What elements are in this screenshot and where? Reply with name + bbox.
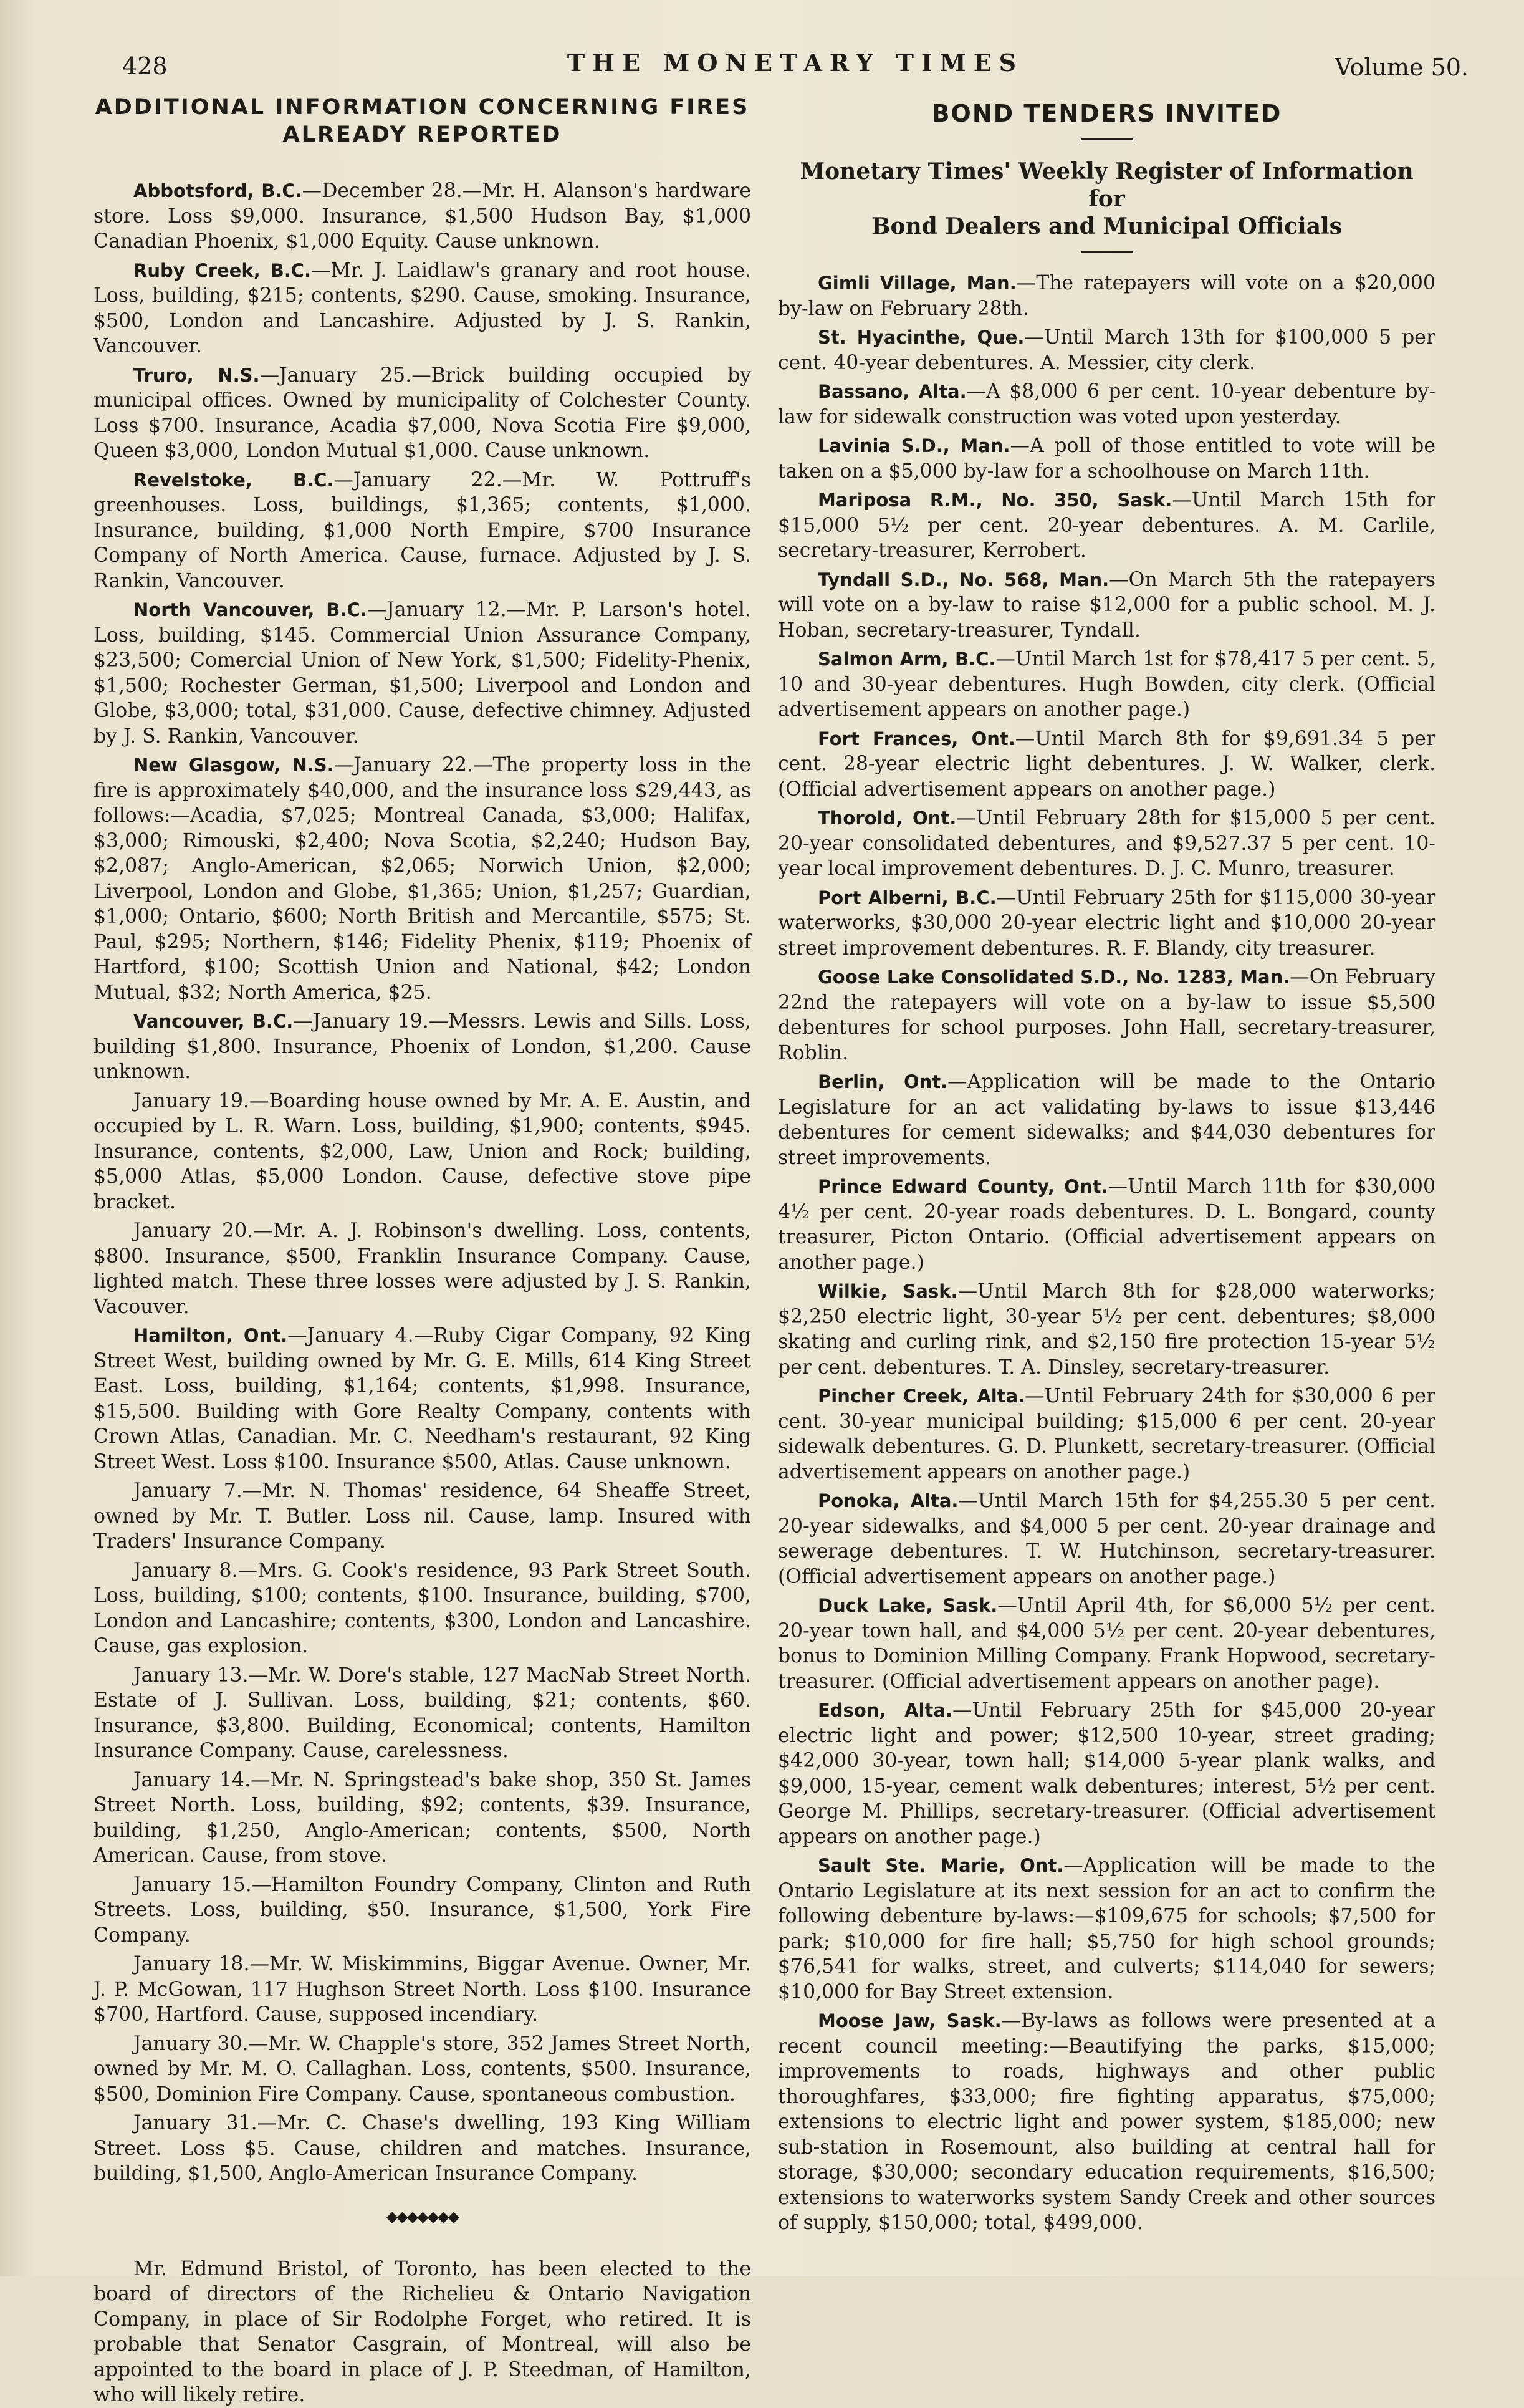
entry-text: —Until March 11th for $30,000 4½ per cent. 20-year roads debentures. D. L. Bongard, county treasurer, Picton Ontario. (Official advertisement appears on another page.) xyxy=(778,1175,1435,1274)
entry-text: January 14.—Mr. N. Springstead's bake shop, 350 St. James Street North. Loss, building, $92; contents, $39. Insurance, building, $1,250, Anglo-American; contents, $500, North American. Cause, from stove. xyxy=(93,1768,751,1867)
bond-tender-entry xyxy=(778,1384,1435,1485)
fire-report-entry xyxy=(93,468,751,594)
bond-tender-entry xyxy=(778,1593,1435,1694)
bond-tenders-heading: BOND TENDERS INVITED xyxy=(931,100,1282,127)
entry-text: —Until February 28th for $15,000 5 per cent. 20-year consolidated debentures, and $9,527.37 5 per cent. 10-year local improvement debentures. D. J. C. Munro, treasurer. xyxy=(778,807,1435,880)
place-name: Sault Ste. Marie, Ont. xyxy=(818,1855,1064,1876)
fire-report-entry xyxy=(93,597,751,749)
entry-text: —Until March 8th for $9,691.34 5 per cent. 28-year electric light debentures. J. W. Walker, clerk. (Official advertisement appears on another page.) xyxy=(778,727,1435,801)
place-name: St. Hyacinthe, Que. xyxy=(818,327,1025,348)
bond-tender-entry xyxy=(778,325,1435,375)
entry-text: —January 19.—Messrs. Lewis and Sills. Loss, building $1,800. Insurance, Phoenix of London, $1,200. Cause unknown. xyxy=(93,1010,751,1083)
place-name: Salmon Arm, B.C. xyxy=(818,648,996,670)
bristol-note: Mr. Edmund Bristol, of Toronto, has been elected to the board of directors of the Richelieu & Ontario Navigation Company, in place of Sir Rodolphe Forget, who retired. It is probable that Senator Casgrain, of Montreal, will also be appointed to the board in place of J. P. Steedman, of Hamilton, who will likely retire. xyxy=(93,2257,751,2406)
bond-tender-entry xyxy=(778,488,1435,564)
bond-tender-entry xyxy=(778,1488,1435,1589)
bond-tender-entry xyxy=(778,271,1435,321)
bond-tender-entry xyxy=(778,2008,1435,2236)
bond-tender-entry xyxy=(778,379,1435,430)
entry-text: —January 22.—The property loss in the fire is approximately $40,000, and the insurance loss $29,443, as follows:—Acadia, $7,025; Montreal Canada, $3,000; Halifax, $3,000; Rimouski, $2,400; Nova Scotia, $2,240; Hudson Bay, $2,087; Anglo-American, $2,065; Norwich Union, $2,000; Liverpool, London and Globe, $1,365; Union, $1,257; Guardian, $1,000; Ontario, $600; North British and Mercantile, $575; St. Paul, $295; Northern, $146; Fidelity Phenix, $119; Phoenix of Hartford, $100; Scottish Union and National, $42; London Mutual, $32; North America, $25. xyxy=(93,754,751,1004)
entry-text: January 18.—Mr. W. Miskimmins, Biggar Avenue. Owner, Mr. J. P. McGowan, 117 Hughson Street North. Loss $100. Insurance $700, Hartford. Cause, supposed incendiary. xyxy=(93,1953,751,2026)
fire-report-entry xyxy=(93,1872,751,1948)
bond-tender-entry xyxy=(778,433,1435,484)
place-name: Tyndall S.D., No. 568, Man. xyxy=(818,569,1109,590)
place-name: Thorold, Ont. xyxy=(818,807,957,829)
entry-text: —January 25.—Brick building occupied by municipal offices. Owned by municipality of Colchester County. Loss $700. Insurance, Acadia $7,000, Nova Scotia Fire $9,000, Queen $3,000, London Mutual $1,000. Cause unknown. xyxy=(93,364,752,462)
place-name: New Glasgow, N.S. xyxy=(133,754,334,776)
place-name: Port Alberni, B.C. xyxy=(818,887,997,908)
left-column xyxy=(93,94,752,2406)
fire-report-entry xyxy=(93,1089,751,1215)
divider-ornament: ◆◆◆◆◆◆◆ xyxy=(386,2207,459,2225)
entry-text: —Until February 25th for $115,000 30-year waterworks, $30,000 20-year electric light and $10,000 20-year street improvement debentures. R. F. Blandy, city treasurer. xyxy=(778,886,1436,960)
place-name: Hamilton, Ont. xyxy=(133,1325,288,1346)
entry-text: —January 4.—Ruby Cigar Company, 92 King Street West, building owned by Mr. G. E. Mills, 614 King Street East. Loss, building, $1,164; contents, $1,998. Insurance, $15,500. Building with Gore Realty Company, contents with Crown Atlas, Canadian. Mr. C. Needham's restaurant, 92 King Street West. Loss $100. Insurance $500, Atlas. Cause unknown. xyxy=(93,1324,752,1473)
entry-text: —Until March 15th for $4,255.30 5 per cent. 20-year sidewalks, and $4,000 5 per cent. 20-year drainage and sewerage debentures. T. W. Hutchinson, secretary-treasurer. (Official advertisement appears on another page.) xyxy=(778,1490,1435,1588)
entry-text: January 7.—Mr. N. Thomas' residence, 64 Sheaffe Street, owned by Mr. T. Butler. Loss nil. Cause, lamp. Insured with Traders' Insurance Company. xyxy=(93,1480,751,1553)
place-name: Moose Jaw, Sask. xyxy=(818,2010,1002,2031)
place-name: Fort Frances, Ont. xyxy=(818,728,1015,749)
place-name: Truro, N.S. xyxy=(133,364,260,386)
entry-text: —Application will be made to the Ontario Legislature at its next session for an act to confirm the following debenture by-laws:—$109,675 for schools; $7,500 for park; $10,000 for fire hall; $5,750 for high school grounds; $76,541 for walks, street, and culverts; $114,040 for sewers; $10,000 for Bay Street extension. xyxy=(778,1854,1435,2003)
place-name: Vancouver, B.C. xyxy=(133,1011,294,1032)
fire-report-entry xyxy=(93,258,751,359)
place-name: Goose Lake Consolidated S.D., No. 1283, Man. xyxy=(818,966,1290,988)
entry-text: —Until February 24th for $30,000 6 per cent. 30-year municipal building; $15,000 6 per cent. 20-year sidewalk debentures. G. D. Plunkett, secretary-treasurer. (Official advertisement appears on another page.) xyxy=(778,1385,1435,1483)
entry-text: —A $8,000 6 per cent. 10-year debenture by-law for sidewalk construction was voted upon yesterday. xyxy=(778,380,1435,428)
bond-entries xyxy=(778,271,1435,2236)
place-name: Berlin, Ont. xyxy=(818,1071,948,1092)
bond-tender-entry xyxy=(778,1174,1435,1275)
entry-text: —Until March 8th for $28,000 waterworks; $2,250 electric light, 30-year 5½ per cent. debentures; $8,000 skating and curling rink, and $2,150 fire protection 15-year 5½ per cent. debentures. T. A. Dinsley, secretary-treasurer. xyxy=(778,1280,1435,1379)
place-name: North Vancouver, B.C. xyxy=(133,599,367,620)
entry-text: January 13.—Mr. W. Dore's stable, 127 MacNab Street North. Estate of J. Sullivan. Loss, building, $21; contents, $60. Insurance, $3,800. Building, Economical; contents, Hamilton Insurance Company. Cause, carelessness. xyxy=(93,1664,751,1762)
fires-heading-line2: ALREADY REPORTED xyxy=(282,122,562,147)
bond-tender-entry xyxy=(778,1069,1435,1170)
bond-tender-entry xyxy=(778,885,1435,961)
entry-text: —The ratepayers will vote on a $20,000 by-law on February 28th. xyxy=(778,272,1435,320)
place-name: Mariposa R.M., No. 350, Sask. xyxy=(818,489,1172,511)
fire-report-entry xyxy=(93,2111,751,2187)
fire-report-entry xyxy=(93,1663,751,1764)
entry-text: January 15.—Hamilton Foundry Company, Clinton and Ruth Streets. Loss, building, $50. Insurance, $1,500, York Fire Company. xyxy=(93,1873,751,1947)
place-name: Revelstoke, B.C. xyxy=(133,469,334,491)
place-name: Wilkie, Sask. xyxy=(818,1281,958,1302)
register-subheading-line2: Bond Dealers and Municipal Officials xyxy=(871,213,1342,239)
place-name: Abbotsford, B.C. xyxy=(133,180,302,201)
entry-text: January 8.—Mrs. G. Cook's residence, 93 Park Street South. Loss, building, $100; contents, $100. Insurance, building, $700, London and Lancashire; contents, $300, London and Lancashire. Cause, gas explosion. xyxy=(93,1559,751,1657)
place-name: Lavinia S.D., Man. xyxy=(818,435,1010,456)
page-number: 428 xyxy=(122,52,168,80)
fire-report-entry xyxy=(93,1009,751,1085)
bond-tender-entry xyxy=(778,567,1435,643)
heading-rule xyxy=(1081,138,1133,140)
entry-text: —January 12.—Mr. P. Larson's hotel. Loss, building, $145. Commercial Union Assurance Company, $23,500; Comercial Union of New York, $1,500; Fidelity-Phenix, $1,500; Rochester German, $1,500; Liverpool and London and Globe, $3,000; total, $31,000. Cause, defective chimney. Adjusted by J. S. Rankin, Vancouver. xyxy=(93,599,751,748)
place-name: Duck Lake, Sask. xyxy=(818,1595,998,1616)
publication-title: THE MONETARY TIMES xyxy=(567,49,1024,77)
fire-report-entry xyxy=(93,2031,751,2107)
fire-report-entry xyxy=(93,1323,751,1475)
bond-tender-entry xyxy=(778,1853,1435,2005)
entry-text: —December 28.—Mr. H. Alanson's hardware store. Loss $9,000. Insurance, $1,500 Hudson Bay, $1,000 Canadian Phoenix, $1,000 Equity. Cause unknown. xyxy=(93,180,751,253)
entry-text: January 31.—Mr. C. Chase's dwelling, 193 King William Street. Loss $5. Cause, children and matches. Insurance, building, $1,500, Anglo-American Insurance Company. xyxy=(93,2112,751,2185)
entry-text: January 20.—Mr. A. J. Robinson's dwelling. Loss, contents, $800. Insurance, $500, Franklin Insurance Company. Cause, lighted match. These three losses were adjusted by J. S. Rankin, Vacouver. xyxy=(93,1220,751,1318)
bond-tender-entry xyxy=(778,1279,1435,1380)
fire-report-entry xyxy=(93,1478,751,1554)
fire-report-entry xyxy=(93,178,751,254)
fires-heading-line1: ADDITIONAL INFORMATION CONCERNING FIRES xyxy=(95,95,750,120)
place-name: Edson, Alta. xyxy=(818,1700,952,1721)
place-name: Prince Edward County, Ont. xyxy=(818,1176,1108,1197)
fire-report-entry xyxy=(93,1952,751,2028)
entry-text: —Until March 15th for $15,000 5½ per cent. 20-year debentures. A. M. Carlile, secretary-treasurer, Kerrobert. xyxy=(778,489,1435,562)
entry-text: —On February 22nd the ratepayers will vote on a by-law to issue $5,500 debentures for school purposes. John Hall, secretary-treasurer, Roblin. xyxy=(778,966,1435,1064)
right-column xyxy=(778,94,1436,2234)
fire-entries xyxy=(93,178,751,2187)
place-name: Ponoka, Alta. xyxy=(818,1490,959,1511)
volume-label: Volume 50. xyxy=(1335,54,1469,81)
entry-text: —By-laws as follows were presented at a recent council meeting:—Beautifying the parks, $15,000; improvements to roads, highways and other public thoroughfares, $33,000; fire fighting apparatus, $75,000; extensions to electric light and power system, $185,000; new sub-station in Rosemount, also building at central hall for storage, $30,000; secondary education requirements, $16,500; extensions to waterworks system Sandy Creek and other sources of supply, $150,000; total, $499,000. xyxy=(778,2010,1435,2234)
bond-tender-entry xyxy=(778,1698,1435,1849)
place-name: Bassano, Alta. xyxy=(818,381,967,402)
entry-text: —Until March 13th for $100,000 5 per cent. 40-year debentures. A. Messier, city clerk. xyxy=(778,326,1435,374)
fire-report-entry xyxy=(93,1218,751,1319)
bond-tender-entry xyxy=(778,806,1435,882)
page-header xyxy=(122,49,1469,86)
entry-text: —Until March 1st for $78,417 5 per cent. 5, 10 and 30-year debentures. Hugh Bowden, city clerk. (Official advertisement appears on another page.) xyxy=(778,648,1435,721)
fire-report-entry xyxy=(93,363,751,464)
fire-report-entry xyxy=(93,753,751,1005)
entry-text: —Application will be made to the Ontario Legislature for an act validating by-laws to issue $13,446 debentures for cement sidewalks; and $44,030 debentures for street improvements. xyxy=(778,1071,1435,1169)
entry-text: —Mr. J. Laidlaw's granary and root house. Loss, building, $215; contents, $290. Cause, smoking. Insurance, $500, London and Lancashire. Adjusted by J. S. Rankin, Vancouver. xyxy=(93,259,751,357)
entry-text: —January 22.—Mr. W. Pottruff's greenhouses. Loss, buildings, $1,365; contents, $1,000. Insurance, building, $1,000 North Empire, $700 Insurance Company of North America. Cause, furnace. Adjusted by J. S. Rankin, Vancouver. xyxy=(93,468,751,592)
subheading-rule xyxy=(1081,251,1133,253)
bond-tender-entry xyxy=(778,726,1435,802)
entry-text: January 19.—Boarding house owned by Mr. A. E. Austin, and occupied by L. R. Warn. Loss, building, $1,900; contents, $945. Insurance, contents, $2,000, Law, Union and Rock; building, $5,000 Atlas, $5,000 London. Cause, defective stove pipe bracket. xyxy=(93,1089,751,1213)
fire-report-entry xyxy=(93,1768,751,1869)
entry-text: —Until February 25th for $45,000 20-year electric light and power; $12,500 10-year, street grading; $42,000 30-year, town hall; $14,000 5-year plank walks, and $9,000, 15-year, cement walk debentures; interest, 5½ per cent. George M. Phillips, secretary-treasurer. (Official advertisement appears on another page.) xyxy=(778,1699,1435,1848)
register-subheading-line1: Monetary Times' Weekly Register of Information for xyxy=(800,158,1414,212)
place-name: Ruby Creek, B.C. xyxy=(133,259,312,281)
entry-text: January 30.—Mr. W. Chapple's store, 352 James Street North, owned by Mr. M. O. Callaghan. Loss, contents, $500. Insurance, $500, Dominion Fire Company. Cause, spontaneous combustion. xyxy=(93,2032,751,2106)
bond-tender-entry xyxy=(778,647,1435,723)
entry-text: —Until April 4th, for $6,000 5½ per cent. 20-year town hall, and $4,000 5½ per cent. 20-year debentures, bonus to Dominion Milling Company. Frank Hopwood, secretary-treasurer. (Official advertisement appears on another page). xyxy=(778,1594,1435,1693)
place-name: Gimli Village, Man. xyxy=(818,272,1017,294)
place-name: Pincher Creek, Alta. xyxy=(818,1385,1025,1407)
entry-text: —A poll of those entitled to vote will be taken on a $5,000 by-law for a schoolhouse on March 11th. xyxy=(778,435,1435,483)
fire-report-entry xyxy=(93,1558,751,1659)
entry-text: —On March 5th the ratepayers will vote on a by-law to raise $12,000 for a public school. M. J. Hoban, secretary-treasurer, Tyndall. xyxy=(778,568,1435,642)
bond-tender-entry xyxy=(778,965,1435,1066)
